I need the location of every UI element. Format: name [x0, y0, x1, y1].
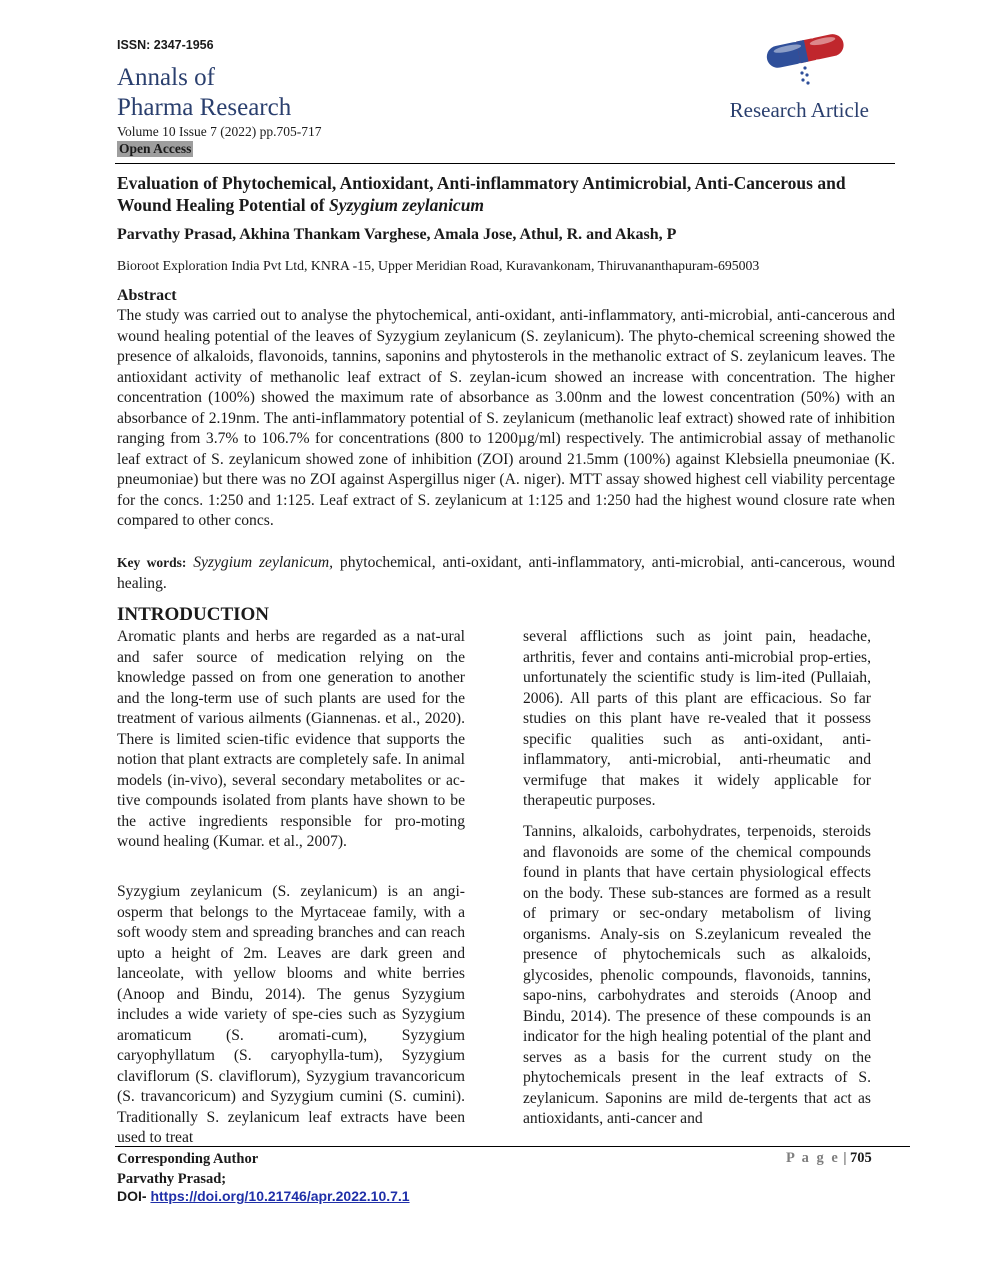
abstract-text: The study was carried out to analyse the phytochemical, anti-oxidant, anti-inflammatory, anti-microbial, anti-cancerous and wound healing potential of the leaves of Syzygium zeylanicum (S. zeylanicum). The phyto-chemical screening showed the presence of alkaloids, flavonoids, tannins, saponins and phytosterols in the methanolic extract of S. zeylanicum leaves. The antioxidant activity of methanolic leaf extract of S. zeylan-icum showed an increase with concentration. The higher concentration (100%) showed the maximum rate of absorbance as 3.00nm and the lowest concentration (50%) with an absorbance of 2.19nm. The anti-inflammatory potential of S. zeylanicum (methanolic leaf extract) showed rate of inhibition ranging from 3.7% to 106.7% for concentrations (800 to 1200µg/ml) respectively. The antimicrobial assay of methanolic leaf extract of S. zeylanicum showed zone of inhibition (ZOI) around 21.5mm (100%) against Klebsiella pneumoniae (K. pneumoniae) but there was no ZOI against Aspergillus niger (A. niger). MTT assay showed highest cell viability percentage for the concs. 1:250 and 1:125. Leaf extract of S. zeylanicum at 1:125 and 1:250 had the highest wound closure rate when compared to other concs. [117, 307, 895, 529]
header-divider [115, 163, 895, 164]
keywords-list: phytochemical, anti-oxidant, anti-inflammatory, anti-microbial, anti-cancerous, wound healing. [117, 554, 895, 592]
keywords [117, 553, 895, 594]
keywords-label: Key words: [117, 555, 187, 570]
doi [117, 1188, 410, 1204]
corresponding-author [117, 1150, 258, 1189]
page-number-value: 705 [850, 1150, 872, 1166]
article-title-text: Evaluation of Phytochemical, Antioxidant, Anti-inflammatory Antimicrobial, Anti-Cancerous and Wound Healing Potential of [117, 173, 846, 215]
page-number [786, 1150, 872, 1167]
affiliation: Bioroot Exploration India Pvt Ltd, KNRA -15, Upper Meridian Road, Kuravankonam, Thiruvananthapuram-695003 [117, 258, 760, 273]
paragraph-text: Aromatic plants and herbs are regarded as a nat-ural and safer source of medication relying on the knowledge passed on from one generation to another and the long-term use of such plants are used for the treatment of various ailments (Giannenas. et al., 2020). There is limited scien-tific evidence that supports the notion that plant extracts are completely safe. In animal models (in-vivo), several secondary metabolites or ac-tive compounds isolated from plants have shown to be the active ingredients responsible for pro-moting wound healing (Kumar. et al., 2007). [117, 628, 465, 850]
keywords-species: Syzygium zeylanicum, [193, 554, 334, 571]
paragraph-text: Tannins, alkaloids, carbohydrates, terpenoids, steroids and flavonoids are some of the chemical compounds found in plants that have certain physiological effects on the body. These sub-stances are formed as a result of primary or sec-ondary metabolism of living organisms. Analy-sis on S.zeylanicum revealed the presence of phytochemicals such as alkaloids, glycosides, phenolic compounds, flavonoids, tannins, sapo-nins, carbohydrates and steroids (Anoop and Bindu, 2014). The presence of these compounds is an indicator for the high healing potential of the plant and serves as a basis for the current study on the phytochemicals present in the leaf extracts of S. zeylanicum. Saponins are mild de-tergents that act as antioxidants, anti-cancer and [523, 823, 871, 1127]
introduction-heading: INTRODUCTION [117, 604, 270, 625]
right-column-paragraph-2 [523, 822, 871, 1147]
left-column-paragraph-1 [117, 627, 465, 853]
article-type: Research Article [729, 98, 869, 122]
article-title [117, 172, 897, 216]
left-column-paragraph-2 [117, 882, 465, 1147]
right-column-paragraph-1 [523, 627, 871, 812]
paragraph-text: several afflictions such as joint pain, headache, arthritis, fever and contains anti-microbial prop-erties, unfortunately the scientific study is lim-ited (Pullaiah, 2006). All parts of this plant are efficacious. So far studies on this plant have re-vealed that it possess specific qualities such as anti-oxidant, anti-inflammatory, anti-microbial, anti-rheumatic and vermifuge that makes it widely applicable for therapeutic purposes. [523, 628, 871, 809]
journal-title-line2: Pharma Research [117, 94, 292, 121]
article-title-species: Syzygium zeylanicum [328, 195, 485, 215]
corresponding-label: Corresponding Author [117, 1151, 259, 1167]
page-separator: | [839, 1150, 851, 1166]
capsule-icon [762, 28, 848, 86]
open-access-badge: Open Access [119, 141, 192, 156]
journal-title-line1: Annals of [117, 64, 215, 91]
volume-info: Volume 10 Issue 7 (2022) pp.705-717 [117, 124, 322, 139]
page-label: P a g e [786, 1150, 840, 1166]
paragraph-text: Syzygium zeylanicum (S. zeylanicum) is an angi-osperm that belongs to the Myrtaceae family, with a soft woody stem and spreading branches and can reach upto a height of 2m. Leaves are dark green and lanceolate, with yellow blooms and white berries (Anoop and Bindu, 2014). The genus Syzygium includes a wide variety of spe-cies such as Syzygium aromaticum (S. aromati-cum), Syzygium caryophyllatum (S. caryophylla-tum), Syzygium claviflorum (S. claviflorum), Syzygium travancoricum (S. travancoricum) and Syzygium cumini (S. cumini). Traditionally S. zeylanicum leaf extracts have been used to treat [117, 883, 465, 1146]
corresponding-name: Parvathy Prasad; [117, 1170, 227, 1187]
author-list: Parvathy Prasad, Akhina Thankam Varghese, Amala Jose, Athul, R. and Akash, P [117, 226, 677, 243]
abstract-heading: Abstract [117, 287, 177, 304]
doi-link[interactable]: https://doi.org/10.21746/apr.2022.10.7.1 [150, 1188, 410, 1204]
issn: ISSN: 2347-1956 [117, 38, 214, 52]
footer-divider [115, 1146, 910, 1147]
doi-label: DOI- [117, 1188, 147, 1204]
